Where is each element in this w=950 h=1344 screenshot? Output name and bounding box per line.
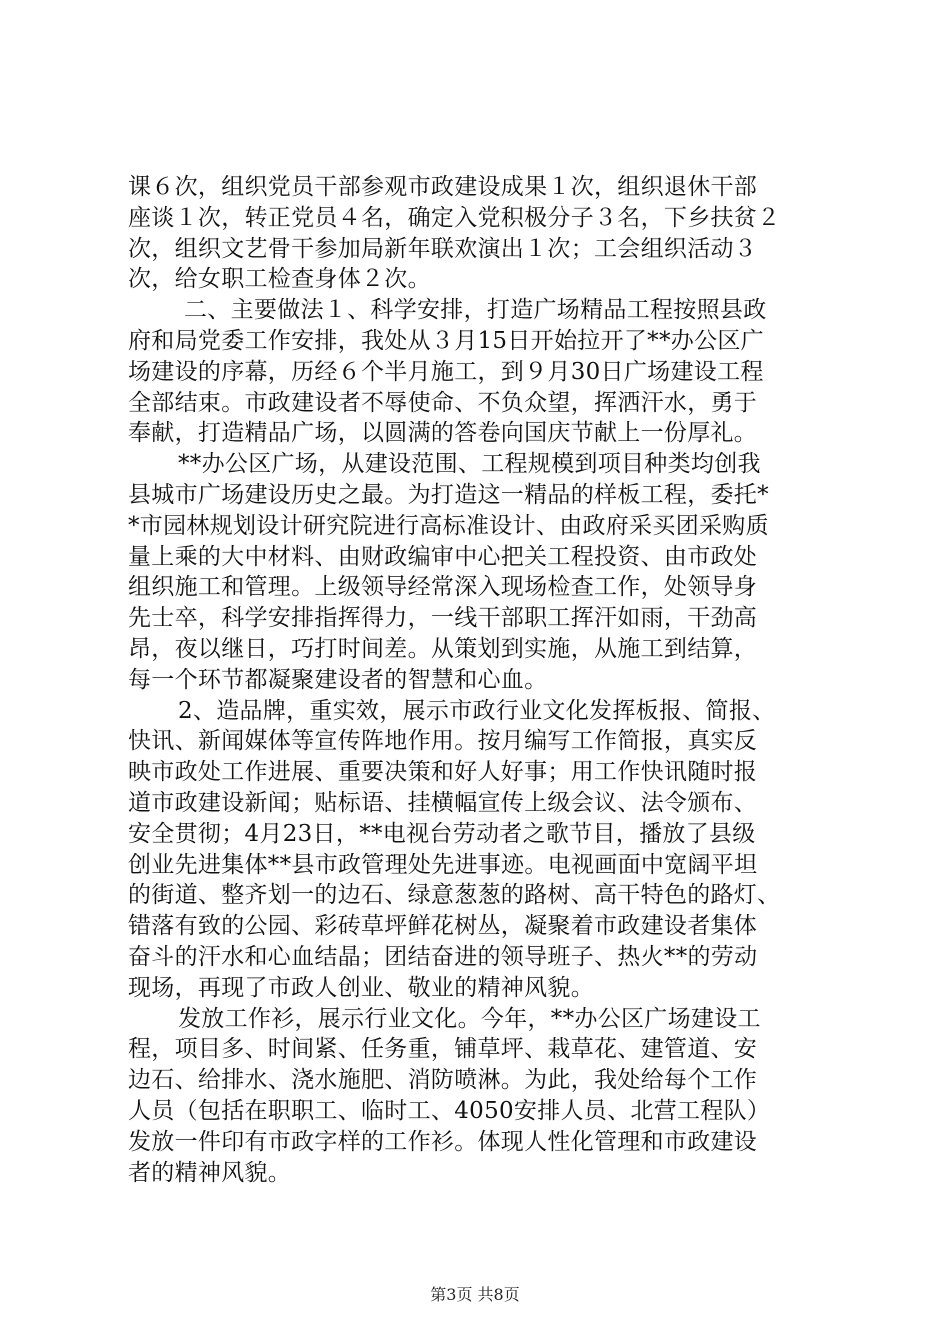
- text-line: 场建设的序幕，历经６个半月施工，到９月30日广场建设工程: [128, 358, 764, 385]
- text-line: 府和局党委工作安排，我处从３月15日开始拉开了**办公区广: [128, 327, 764, 354]
- text-line: 快讯、新闻媒体等宣传阵地作用。按月编写工作简报，真实反: [128, 728, 758, 755]
- text-line: 的街道、整齐划一的边石、绿意葱葱的路树、高干特色的路灯、: [128, 882, 781, 909]
- paragraph-start-line: **办公区广场，从建设范围、工程规模到项目种类均创我: [178, 451, 761, 478]
- text-line: 现场，再现了市政人创业、敬业的精神风貌。: [128, 974, 594, 1001]
- text-line: 次，给女职工检查身体２次。: [128, 266, 431, 293]
- text-line: 安全贯彻；4月23日，**电视台劳动者之歌节目，播放了县级: [128, 820, 756, 847]
- text-line: 县城市广场建设历史之最。为打造这一精品的样板工程，委托*: [128, 481, 769, 508]
- text-line: 边石、给排水、浇水施肥、消防喷淋。为此，我处给每个工作: [128, 1067, 758, 1094]
- text-line: 座谈１次，转正党员４名，确定入党积极分子３名，下乡扶贫２: [128, 204, 781, 231]
- text-line: 道市政建设新闻；贴标语、挂横幅宣传上级会议、法令颁布、: [128, 789, 758, 816]
- text-line: 量上乘的大中材料、由财政编审中心把关工程投资、由市政处: [128, 543, 758, 570]
- text-line: 组织施工和管理。上级领导经常深入现场检查工作，处领导身: [128, 574, 758, 601]
- text-line: *市园林规划设计研究院进行高标准设计、由政府采买团采购质: [128, 512, 769, 539]
- text-line: 昂，夜以继日，巧打时间差。从策划到实施，从施工到结算，: [128, 635, 758, 662]
- document-body: [128, 172, 838, 1188]
- text-line: 奉献，打造精品广场，以圆满的答卷向国庆节献上一份厚礼。: [128, 420, 758, 447]
- text-line: 奋斗的汗水和心血结晶；团结奋进的领导班子、热火**的劳动: [128, 943, 758, 970]
- paragraph-start-line: 二、主要做法１、科学安排，打造广场精品工程按照县政: [184, 297, 767, 324]
- text-line: 程，项目多、时间紧、任务重，铺草坪、栽草花、建管道、安: [128, 1036, 758, 1063]
- paragraph-start-line: 发放工作衫，展示行业文化。今年，**办公区广场建设工: [178, 1005, 761, 1032]
- text-line: 映市政处工作进展、重要决策和好人好事；用工作快讯随时报: [128, 759, 758, 786]
- text-line: 每一个环节都凝聚建设者的智慧和心血。: [128, 666, 548, 693]
- text-line: 人员（包括在职职工、临时工、4050安排人员、北营工程队）: [128, 1097, 771, 1124]
- text-line: 先士卒，科学安排指挥得力，一线干部职工挥汗如雨，干劲高: [128, 605, 758, 632]
- page-footer: 第3页 共8页: [430, 1285, 520, 1304]
- paragraph-start-line: 2、造品牌，重实效，展示市政行业文化发挥板报、简报、: [178, 697, 776, 724]
- text-line: 发放一件印有市政字样的工作衫。体现人性化管理和市政建设: [128, 1128, 758, 1155]
- text-line: 错落有致的公园、彩砖草坪鲜花树丛，凝聚着市政建设者集体: [128, 913, 758, 940]
- text-line: 全部结束。市政建设者不辱使命、不负众望，挥洒汗水，勇于: [128, 389, 758, 416]
- text-line: 次，组织文艺骨干参加局新年联欢演出１次；工会组织活动３: [128, 235, 758, 262]
- text-line: 者的精神风貌。: [128, 1159, 292, 1186]
- text-line: 创业先进集体**县市政管理处先进事迹。电视画面中宽阔平坦: [128, 851, 758, 878]
- text-line: 课６次，组织党员干部参观市政建设成果１次，组织退休干部: [128, 174, 758, 200]
